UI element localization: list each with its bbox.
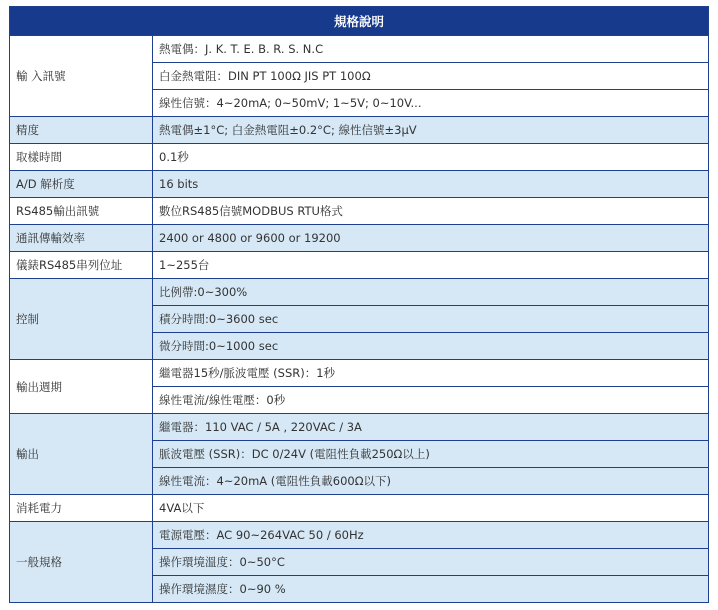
spec-row <box>10 522 709 549</box>
spec-label: 精度 <box>10 117 153 144</box>
spec-value: 操作環境濕度：0~90 % <box>153 576 709 603</box>
spec-value: 線性電流/線性電壓：0秒 <box>153 387 709 414</box>
spec-row <box>10 252 709 279</box>
spec-value: 積分時間:0~3600 sec <box>153 306 709 333</box>
spec-value: 16 bits <box>153 171 709 198</box>
spec-value: 操作環境溫度：0~50°C <box>153 549 709 576</box>
spec-value: 比例帶:0~300% <box>153 279 709 306</box>
spec-label: 通訊傳輸效率 <box>10 225 153 252</box>
spec-value: 0.1秒 <box>153 144 709 171</box>
spec-label: A/D 解析度 <box>10 171 153 198</box>
spec-label: 輸 入訊號 <box>10 36 153 117</box>
spec-table <box>9 6 709 603</box>
spec-value: 線性信號：4~20mA; 0~50mV; 1~5V; 0~10V... <box>153 90 709 117</box>
spec-value: 線性電流：4~20mA (電阻性負載600Ω以下) <box>153 468 709 495</box>
spec-row <box>10 279 709 306</box>
spec-value: 熱電偶：J. K. T. E. B. R. S. N.C <box>153 36 709 63</box>
spec-value: 2400 or 4800 or 9600 or 19200 <box>153 225 709 252</box>
spec-row <box>10 360 709 387</box>
spec-row <box>10 225 709 252</box>
spec-row <box>10 198 709 225</box>
spec-label: 控制 <box>10 279 153 360</box>
spec-row <box>10 495 709 522</box>
spec-label: 輸出週期 <box>10 360 153 414</box>
spec-label: RS485輸出訊號 <box>10 198 153 225</box>
spec-value: 4VA以下 <box>153 495 709 522</box>
spec-row <box>10 171 709 198</box>
spec-value: 1~255台 <box>153 252 709 279</box>
spec-label: 儀錶RS485串列位址 <box>10 252 153 279</box>
spec-value: 熱電偶±1°C; 白金熱電阻±0.2°C; 線性信號±3μV <box>153 117 709 144</box>
spec-table-body <box>10 36 709 603</box>
spec-value: 脈波電壓 (SSR)：DC 0/24V (電阻性負載250Ω以上) <box>153 441 709 468</box>
spec-label: 輸出 <box>10 414 153 495</box>
spec-label: 一般規格 <box>10 522 153 603</box>
spec-value: 電源電壓：AC 90~264VAC 50 / 60Hz <box>153 522 709 549</box>
spec-row <box>10 117 709 144</box>
spec-label: 消耗電力 <box>10 495 153 522</box>
spec-value: 微分時間:0~1000 sec <box>153 333 709 360</box>
spec-row <box>10 36 709 63</box>
spec-row <box>10 414 709 441</box>
spec-label: 取樣時間 <box>10 144 153 171</box>
spec-value: 白金熱電阻：DIN PT 100Ω JIS PT 100Ω <box>153 63 709 90</box>
spec-value: 繼電器15秒/脈波電壓 (SSR)：1秒 <box>153 360 709 387</box>
spec-table-title: 規格說明 <box>10 7 709 36</box>
spec-value: 數位RS485信號MODBUS RTU格式 <box>153 198 709 225</box>
spec-row <box>10 144 709 171</box>
spec-header-row <box>10 7 709 36</box>
spec-value: 繼電器：110 VAC / 5A , 220VAC / 3A <box>153 414 709 441</box>
